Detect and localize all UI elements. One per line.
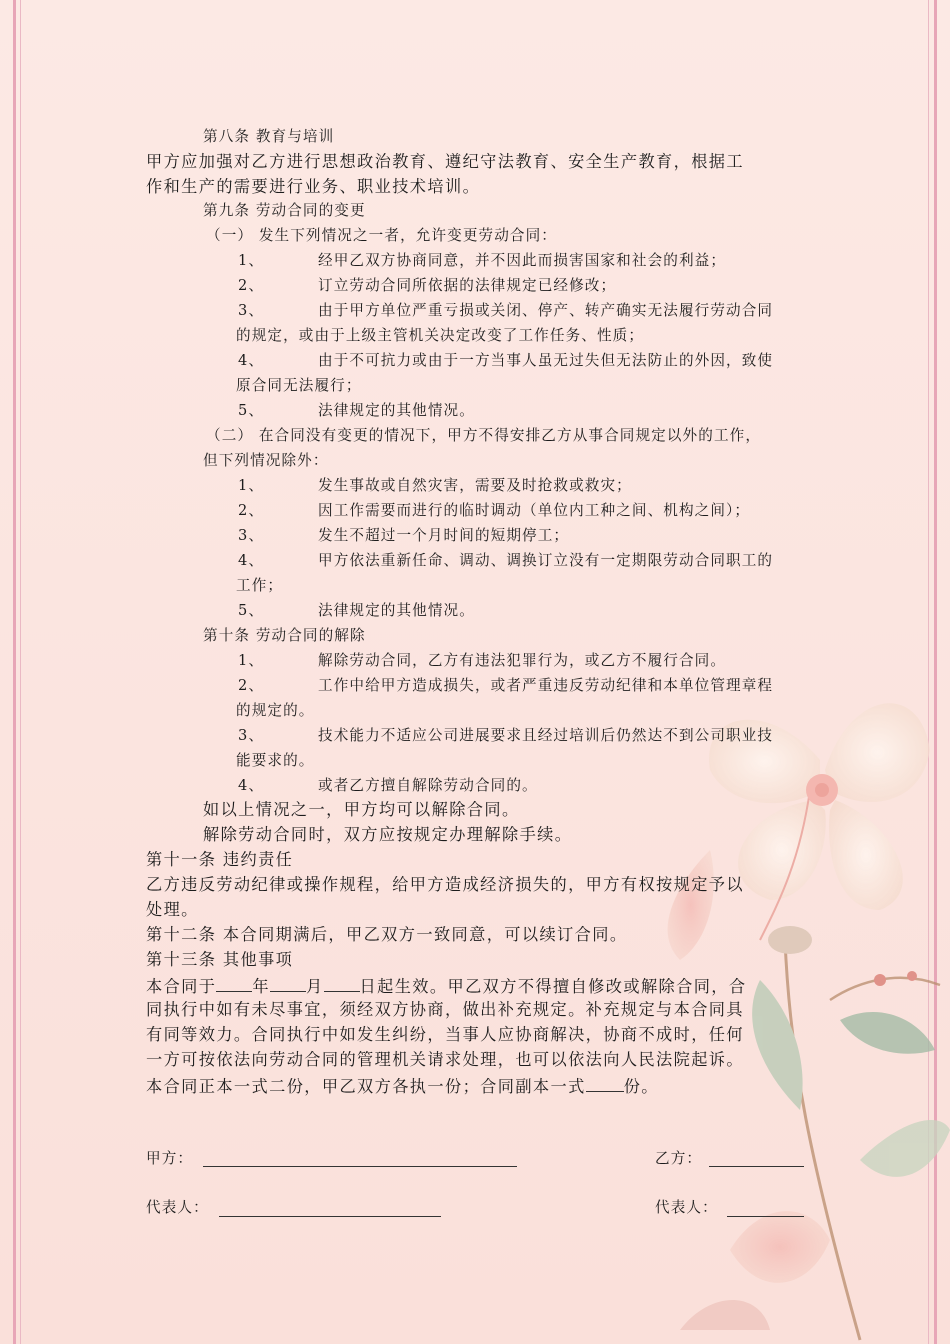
article9-sub2: （二） 在合同没有变更的情况下，甲方不得安排乙方从事合同规定以外的工作，: [206, 427, 762, 444]
article10-heading: 第十条 劳动合同的解除: [203, 627, 366, 644]
list-item: [238, 254, 726, 269]
list-item: [238, 304, 773, 319]
article13-heading: 第十三条 其他事项: [146, 950, 294, 969]
list-number: 2、: [238, 502, 265, 519]
text-segment: 年: [252, 977, 270, 996]
list-number: 1、: [238, 252, 265, 269]
party-a-representative-label: 代表人：: [146, 1199, 209, 1216]
list-text: 发生事故或自然灾害，需要及时抢救或救灾；: [318, 477, 632, 494]
article9-sub2-continuation: 但下列情况除外：: [203, 452, 329, 469]
list-text: 经甲乙双方协商同意，并不因此而损害国家和社会的利益；: [318, 252, 727, 269]
blank-year: [216, 977, 252, 992]
list-number: 3、: [238, 302, 265, 319]
list-item: [238, 654, 726, 669]
article8-body-line1: 甲方应加强对乙方进行思想政治教育、遵纪守法教育、安全生产教育，根据工: [146, 152, 744, 171]
article12-text: 第十二条 本合同期满后，甲乙双方一致同意，可以续订合同。: [146, 925, 628, 944]
article9-sub1: （一） 发生下列情况之一者，允许变更劳动合同：: [206, 227, 558, 244]
list-number: 2、: [238, 677, 265, 694]
article8-body-line2: 作和生产的需要进行业务、职业技术培训。: [146, 177, 481, 196]
list-number: 3、: [238, 727, 265, 744]
text-segment: 本合同于: [146, 977, 217, 996]
list-number: 5、: [238, 402, 265, 419]
list-text: 由于不可抗力或由于一方当事人虽无过失但无法防止的外因，致使: [318, 352, 774, 369]
list-item-continuation: 工作；: [236, 577, 284, 594]
list-item: [238, 779, 538, 794]
list-item-continuation: 能要求的。: [236, 752, 315, 769]
list-number: 4、: [238, 777, 265, 794]
article13-line1: [146, 977, 746, 995]
text-segment: 本合同正本一式二份，甲乙双方各执一份；合同副本一式: [146, 1077, 586, 1096]
list-item: [238, 604, 475, 619]
article10-note2: 解除劳动合同时，双方应按规定办理解除手续。: [203, 825, 573, 844]
list-item: [238, 529, 569, 544]
list-number: 4、: [238, 352, 265, 369]
article10-note1: 如以上情况之一，甲方均可以解除合同。: [203, 800, 520, 819]
list-text: 订立劳动合同所依据的法律规定已经修改；: [318, 277, 617, 294]
list-item-continuation: 原合同无法履行；: [236, 377, 362, 394]
list-item: [238, 354, 773, 369]
list-number: 2、: [238, 277, 265, 294]
list-item: [238, 729, 773, 744]
list-text: 法律规定的其他情况。: [318, 402, 475, 419]
party-b-label: 乙方：: [655, 1150, 703, 1167]
article13-line4: 一方可按依法向劳动合同的管理机关请求处理，也可以依法向人民法院起诉。: [146, 1050, 744, 1069]
list-text: 法律规定的其他情况。: [318, 602, 475, 619]
blank-month: [270, 977, 306, 992]
article11-body-line1: 乙方违反劳动纪律或操作规程，给甲方造成经济损失的，甲方有权按规定予以: [146, 875, 744, 894]
list-item-continuation: 的规定，或由于上级主管机关决定改变了工作任务、性质；: [236, 327, 645, 344]
list-text: 发生不超过一个月时间的短期停工；: [318, 527, 570, 544]
list-number: 4、: [238, 552, 265, 569]
list-text: 因工作需要而进行的临时调动（单位内工种之间、机构之间）；: [318, 502, 751, 519]
blank-day: [324, 977, 360, 992]
party-b-signature-line: [709, 1166, 804, 1167]
party-b-representative-label: 代表人：: [655, 1199, 718, 1216]
article13-line3: 有同等效力。合同执行中如发生纠纷，当事人应协商解决，协商不成时，任何: [146, 1025, 744, 1044]
list-item: [238, 404, 475, 419]
list-text: 由于甲方单位严重亏损或关闭、停产、转产确实无法履行劳动合同: [318, 302, 774, 319]
list-text: 或者乙方擅自解除劳动合同的。: [318, 777, 538, 794]
article8-heading: 第八条 教育与培训: [203, 128, 335, 145]
party-a-representative-line: [219, 1216, 441, 1217]
text-segment: 份。: [623, 1077, 659, 1096]
text-segment: 日起生效。甲乙双方不得擅自修改或解除合同，合: [359, 977, 747, 996]
list-number: 1、: [238, 652, 265, 669]
list-item: [238, 479, 632, 494]
article11-heading: 第十一条 违约责任: [146, 850, 294, 869]
list-number: 5、: [238, 602, 265, 619]
article9-heading: 第九条 劳动合同的变更: [203, 202, 366, 219]
list-number: 3、: [238, 527, 265, 544]
article13-line5: [146, 1077, 659, 1095]
list-item-continuation: 的规定的。: [236, 702, 315, 719]
text-segment: 月: [305, 977, 324, 996]
blank-copies: [586, 1077, 624, 1092]
list-text: 甲方依法重新任命、调动、调换订立没有一定期限劳动合同职工的: [318, 552, 774, 569]
list-text: 工作中给甲方造成损失，或者严重违反劳动纪律和本单位管理章程: [318, 677, 774, 694]
list-item: [238, 679, 773, 694]
party-a-label: 甲方：: [146, 1150, 194, 1167]
list-item: [238, 504, 750, 519]
list-number: 1、: [238, 477, 265, 494]
list-item: [238, 279, 616, 294]
list-item: [238, 554, 773, 569]
list-text: 技术能力不适应公司进展要求且经过培训后仍然达不到公司职业技: [318, 727, 774, 744]
list-text: 解除劳动合同，乙方有违法犯罪行为，或乙方不履行合同。: [318, 652, 727, 669]
party-a-signature-line: [203, 1166, 517, 1167]
article13-line2: 同执行中如有未尽事宜，须经双方协商，做出补充规定。补充规定与本合同具: [146, 1000, 744, 1019]
party-b-representative-line: [727, 1216, 804, 1217]
article11-body-line2: 处理。: [146, 900, 199, 919]
